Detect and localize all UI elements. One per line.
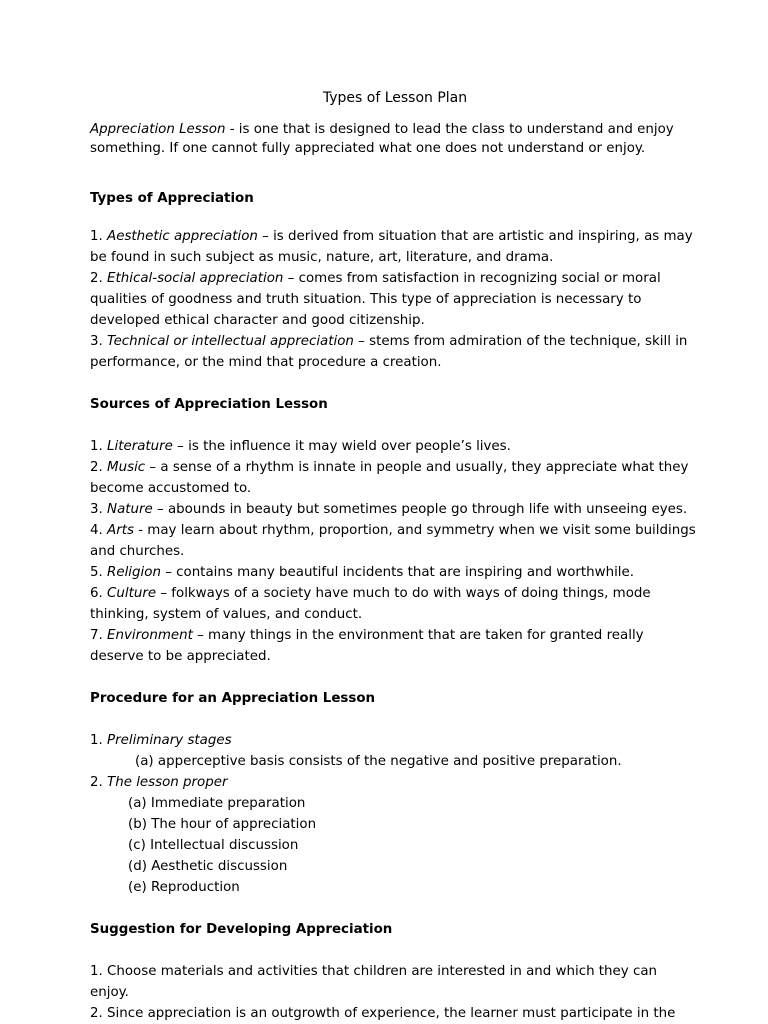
list-item: 2. Since appreciation is an outgrowth of experience, the learner must participate in the bbox=[90, 1006, 676, 1021]
item-text: – is the influence it may wield over people’s lives. bbox=[172, 439, 511, 454]
sub-item: (a) Immediate preparation bbox=[128, 796, 306, 811]
item-number: 7. bbox=[90, 628, 108, 643]
list-item: 1. Choose materials and activities that children are interested in and which they can enjoy. bbox=[90, 964, 658, 1000]
sub-item: (b) The hour of appreciation bbox=[128, 817, 317, 832]
list-item bbox=[90, 331, 700, 373]
list-item bbox=[90, 772, 700, 793]
list-item bbox=[90, 499, 700, 520]
item-number: 1. bbox=[90, 733, 108, 748]
item-text: – many things in the environment that are taken for granted really deserve to be appreciated. bbox=[90, 628, 644, 664]
sub-item: (e) Reproduction bbox=[128, 880, 240, 895]
item-number: 5. bbox=[90, 565, 108, 580]
item-number: 3. bbox=[90, 502, 108, 517]
intro-term: Appreciation Lesson bbox=[90, 122, 226, 137]
item-number: 1. bbox=[90, 229, 108, 244]
sources-heading: Sources of Appreciation Lesson bbox=[90, 397, 328, 412]
document-title: Types of Lesson Plan bbox=[322, 90, 468, 106]
item-number: 2. bbox=[90, 460, 108, 475]
sub-item: (d) Aesthetic discussion bbox=[128, 859, 288, 874]
item-label: Aesthetic appreciation bbox=[107, 229, 258, 244]
item-text: – abounds in beauty but sometimes people go through life with unseeing eyes. bbox=[152, 502, 688, 517]
sub-item: (c) Intellectual discussion bbox=[128, 838, 299, 853]
list-item bbox=[90, 562, 700, 583]
item-label: Arts bbox=[107, 523, 134, 538]
list-item bbox=[90, 436, 700, 457]
list-item bbox=[90, 457, 700, 499]
list-item bbox=[90, 625, 700, 667]
types-heading: Types of Appreciation bbox=[90, 191, 254, 206]
item-label: Environment bbox=[107, 628, 193, 643]
item-label: Religion bbox=[107, 565, 161, 580]
item-text: – stems from admiration of the technique, skill in performance, or the mind that procedure a creation. bbox=[90, 334, 688, 370]
item-number: 3. bbox=[90, 334, 108, 349]
intro-text: - is one that is designed to lead the class to understand and enjoy something. If one cannot fully appreciated what one does not understand or enjoy. bbox=[90, 122, 674, 156]
item-number: 1. bbox=[90, 439, 108, 454]
item-number: 2. bbox=[90, 775, 108, 790]
sub-item: (a) apperceptive basis consists of the negative and positive preparation. bbox=[135, 754, 622, 769]
item-label: The lesson proper bbox=[107, 775, 228, 790]
item-label: Literature bbox=[107, 439, 173, 454]
item-text: – folkways of a society have much to do with ways of doing things, mode thinking, system of values, and conduct. bbox=[90, 586, 651, 622]
item-label: Music bbox=[107, 460, 146, 475]
list-item bbox=[90, 226, 700, 268]
item-label: Technical or intellectual appreciation bbox=[107, 334, 354, 349]
item-text: – comes from satisfaction in recognizing social or moral qualities of goodness and truth situation. This type of appreciation is necessary to developed ethical character and good citizenship. bbox=[90, 271, 661, 328]
document-page bbox=[90, 88, 700, 1024]
item-label: Ethical-social appreciation bbox=[107, 271, 284, 286]
item-label: Culture bbox=[107, 586, 157, 601]
procedure-heading: Procedure for an Appreciation Lesson bbox=[90, 691, 376, 706]
item-number: 2. bbox=[90, 271, 108, 286]
list-item bbox=[90, 583, 700, 625]
item-text: – contains many beautiful incidents that are inspiring and worthwhile. bbox=[160, 565, 635, 580]
item-text: - may learn about rhythm, proportion, and symmetry when we visit some buildings and churches. bbox=[90, 523, 696, 559]
intro-paragraph bbox=[90, 120, 700, 158]
item-text: – is derived from situation that are artistic and inspiring, as may be found in such subject as music, nature, art, literature, and drama. bbox=[90, 229, 693, 265]
list-item bbox=[90, 730, 700, 751]
item-number: 6. bbox=[90, 586, 108, 601]
list-item bbox=[90, 520, 700, 562]
item-number: 4. bbox=[90, 523, 108, 538]
item-label: Nature bbox=[107, 502, 153, 517]
suggestion-heading: Suggestion for Developing Appreciation bbox=[90, 922, 393, 937]
item-text: – a sense of a rhythm is innate in people and usually, they appreciate what they become accustomed to. bbox=[90, 460, 689, 496]
list-item bbox=[90, 268, 700, 331]
item-label: Preliminary stages bbox=[107, 733, 232, 748]
